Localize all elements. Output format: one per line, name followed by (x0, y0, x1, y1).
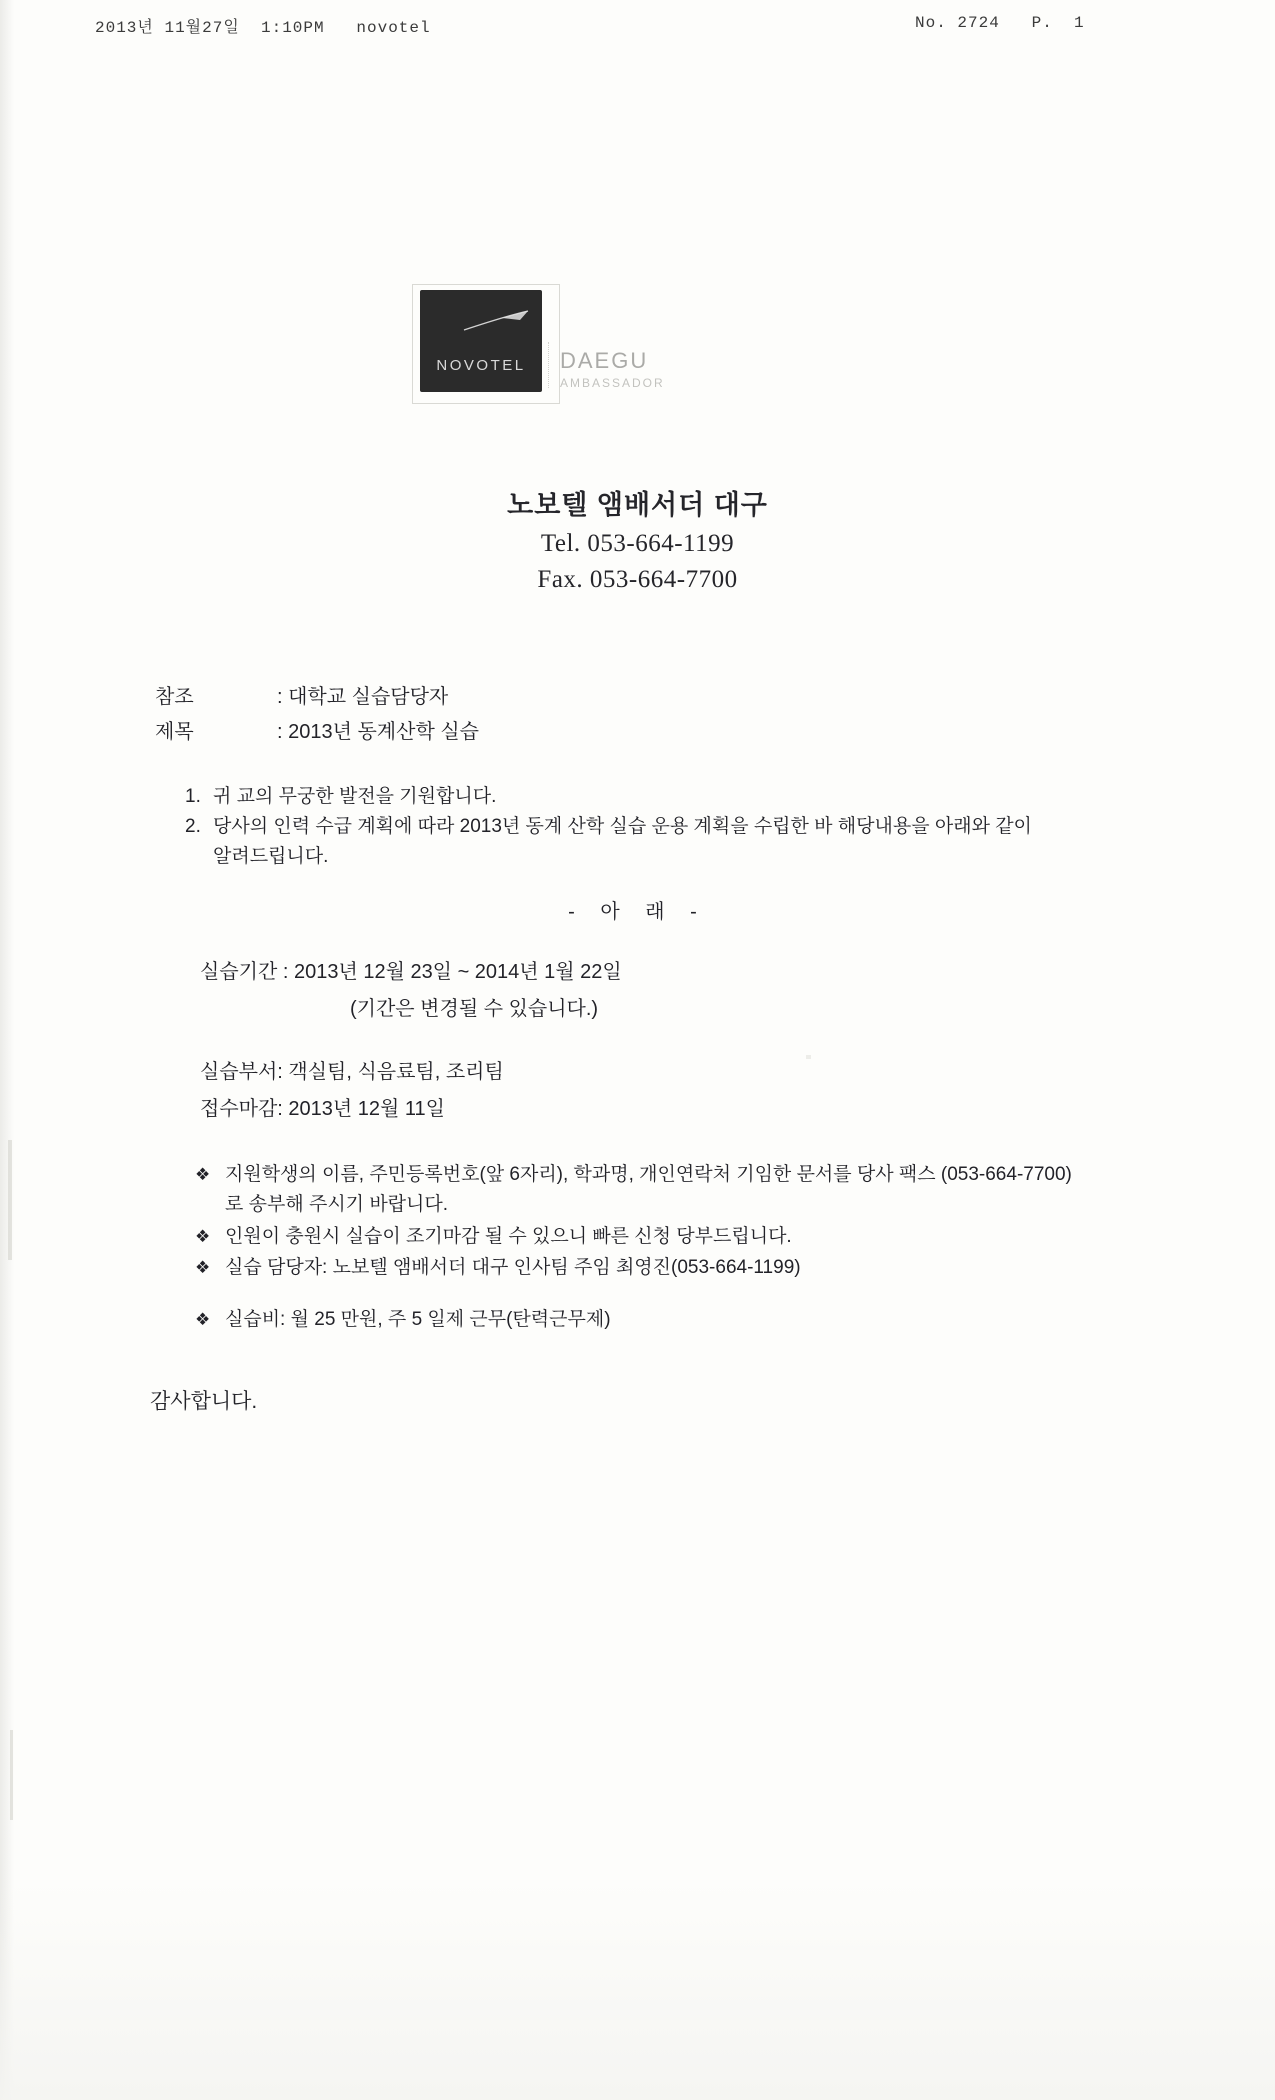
subject-value: : 2013년 동계산학 실습 (277, 721, 479, 743)
detail-line-deadline: 접수마감: 2013년 12월 11일 (200, 1098, 445, 1120)
logo-wordmark: NOVOTEL (436, 357, 526, 374)
diamond-bullet-icon: ❖ (195, 1258, 211, 1277)
diamond-bullet-icon: ❖ (195, 1227, 211, 1246)
logo-property-name: DAEGU (560, 348, 649, 373)
detail-line-period: 실습기간 : 2013년 12월 23일 ~ 2014년 1월 22일 (200, 961, 622, 983)
fax-header-right: No. 2724 P. 1 (915, 14, 1085, 32)
fax-transmission-header (0, 14, 1275, 42)
subject-label: 제목 (155, 721, 194, 743)
hotel-tel: Tel. 053-664-1199 (540, 530, 735, 557)
logo-property-block (560, 348, 750, 390)
hotel-fax: Fax. 053-664-7700 (537, 566, 738, 593)
bullet-item-text: 인원이 충원시 실습이 조기마감 될 수 있으니 빠른 신청 당부드립니다. (225, 1226, 792, 1247)
bullet-item-text: 실습 담당자: 노보텔 앰배서더 대구 인사팀 주임 최영진(053-664-1199) (225, 1257, 801, 1278)
section-divider-label: - 아 래 - (568, 901, 707, 923)
hotel-name: 노보텔 앰배서더 대구 (507, 490, 768, 520)
scan-artifact (806, 1055, 811, 1059)
novotel-logo-icon (420, 290, 542, 392)
reference-value: : 대학교 실습담당자 (277, 686, 449, 708)
swoosh-icon (462, 308, 532, 334)
numbered-item-number: 2. (185, 816, 201, 837)
diamond-bullet-icon: ❖ (195, 1165, 211, 1184)
logo-brand-line: AMBASSADOR (560, 376, 665, 390)
numbered-item-number: 1. (185, 786, 201, 807)
bullet-item-text: 실습비: 월 25 만원, 주 5 일제 근무(탄력근무제) (225, 1309, 611, 1330)
numbered-item-text: 귀 교의 무궁한 발전을 기원합니다. (213, 786, 497, 807)
hotel-heading (0, 483, 1275, 594)
closing-text: 감사합니다. (150, 1390, 258, 1413)
hotel-logo (420, 290, 750, 420)
scan-bottom-shading (0, 1880, 1275, 2100)
detail-line-period-note: (기간은 변경될 수 있습니다.) (350, 998, 599, 1020)
scan-artifact (10, 1730, 13, 1820)
reference-label: 참조 (155, 686, 194, 708)
bullet-item-text: 지원학생의 이름, 주민등록번호(앞 6자리), 학과명, 개인연락처 기임한 문서를 당사 팩스 (053-664-7700)로 송부해 주시기 바랍니다. (225, 1164, 1072, 1215)
detail-line-departments: 실습부서: 객실팀, 식음료팀, 조리팀 (200, 1061, 504, 1083)
numbered-item-text: 당사의 인력 수급 계획에 따라 2013년 동계 산학 실습 운용 계획을 수립한 바 해당내용을 아래와 같이 알려드립니다. (213, 816, 1032, 867)
fax-header-left: 2013년 11월27일 1:10PM novotel (95, 19, 431, 37)
scan-artifact (8, 1140, 12, 1260)
diamond-bullet-icon: ❖ (195, 1310, 211, 1329)
logo-divider (548, 342, 550, 388)
